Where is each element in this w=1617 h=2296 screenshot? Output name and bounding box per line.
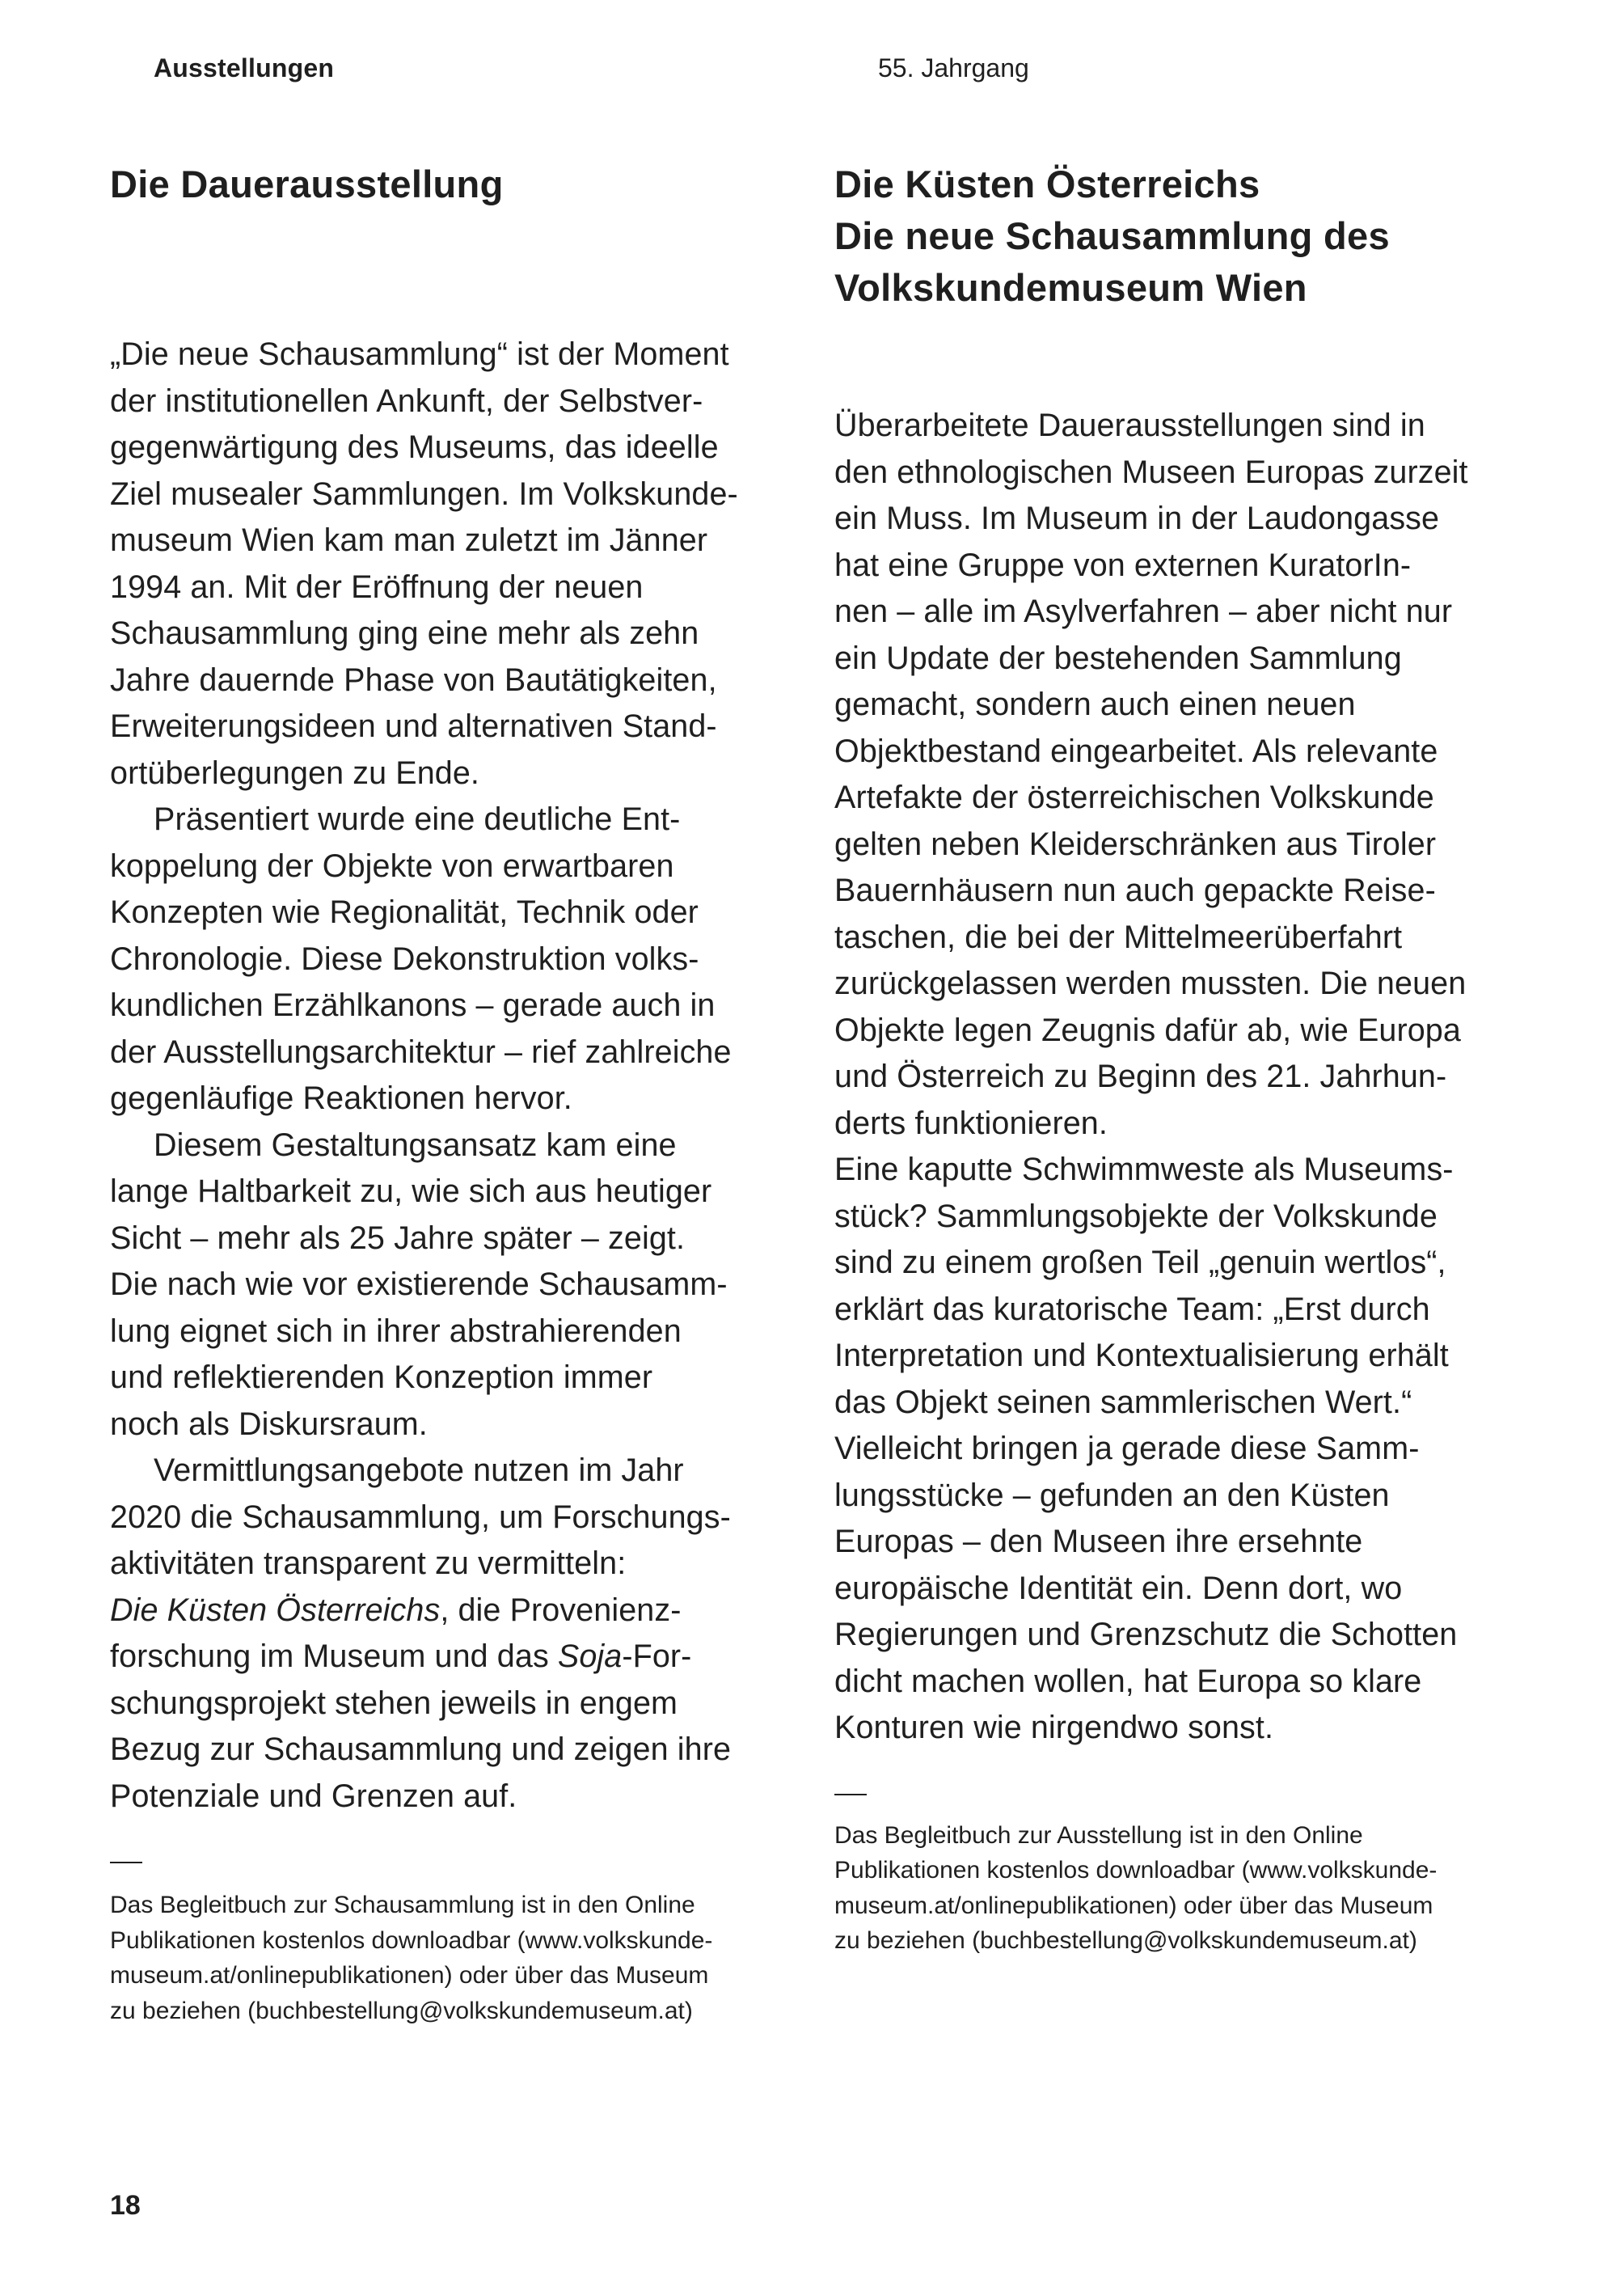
text-fragment: -For-	[622, 1638, 692, 1674]
paragraph-1	[834, 403, 1514, 1147]
text-line: 1994 an. Mit der Eröffnung der neuen	[110, 569, 644, 605]
text-line: Eine kaputte Schwimmweste als Museums-	[834, 1152, 1454, 1187]
text-line: Konzepten wie Regionalität, Technik oder	[110, 894, 699, 930]
text-line: erklärt das kuratorische Team: „Erst durch	[834, 1291, 1430, 1327]
text-line: 2020 die Schausammlung, um Forschungs-	[110, 1499, 731, 1535]
text-line: hat eine Gruppe von externen KuratorIn-	[834, 547, 1412, 583]
text-line: ortüberlegungen zu Ende.	[110, 755, 479, 791]
text-line: den ethnologischen Museen Europas zurzeit	[834, 454, 1468, 490]
text-line: Diesem Gestaltungsansatz kam eine	[154, 1127, 677, 1163]
text-line: Ziel musealer Sammlungen. Im Volkskunde-	[110, 476, 738, 512]
footnote-line: Publikationen kostenlos downloadbar (www.volkskunde-	[834, 1857, 1438, 1884]
exhibition-title-italic: Die Küsten Österreichs	[110, 1592, 441, 1628]
text-line: aktivitäten transparent zu vermitteln:	[110, 1545, 627, 1581]
text-line: das Objekt seinen sammlerischen Wert.“	[834, 1384, 1412, 1420]
text-line: noch als Diskursraum.	[110, 1406, 428, 1442]
text-line: gemacht, sondern auch einen neuen	[834, 687, 1356, 722]
text-line: zurückgelassen werden mussten. Die neuen	[834, 966, 1467, 1001]
article-title: Die Dauerausstellung	[110, 163, 504, 205]
text-line: Jahre dauernde Phase von Bautätigkeiten,	[110, 662, 717, 698]
footnote	[834, 1818, 1514, 1959]
footnote-line: museum.at/onlinepublikationen) oder über das Museum	[110, 1962, 709, 1989]
page-number: 18	[110, 2190, 141, 2221]
footnote-divider	[834, 1794, 867, 1795]
paragraph-3	[110, 1123, 789, 1448]
text-line: Interpretation und Kontextualisierung erhält	[834, 1338, 1449, 1373]
footnote	[110, 1888, 789, 2028]
footnote-line: Das Begleitbuch zur Schausammlung ist in den Online	[110, 1892, 695, 1918]
text-line: schungsprojekt stehen jeweils in engem	[110, 1685, 678, 1721]
text-line: Präsentiert wurde eine deutliche Ent-	[154, 801, 681, 837]
text-line: und Österreich zu Beginn des 21. Jahrhun-	[834, 1059, 1447, 1094]
text-line: Erweiterungsideen und alternativen Stand-	[110, 708, 717, 744]
text-line	[110, 1588, 789, 1634]
text-line: lungsstücke – gefunden an den Küsten	[834, 1477, 1390, 1513]
text-line: Sicht – mehr als 25 Jahre später – zeigt.	[110, 1220, 686, 1256]
running-head-section: Ausstellungen	[154, 53, 335, 82]
text-line: der institutionellen Ankunft, der Selbstver-	[110, 383, 703, 419]
text-line: gegenwärtigung des Museums, das ideelle	[110, 429, 719, 465]
text-line: stück? Sammlungsobjekte der Volkskunde	[834, 1198, 1438, 1234]
text-line: Chronologie. Diese Dekonstruktion volks-	[110, 941, 699, 977]
text-line: Objektbestand eingearbeitet. Als relevante	[834, 733, 1438, 769]
text-line: Konturen wie nirgendwo sonst.	[834, 1710, 1274, 1745]
article-dauerausstellung	[110, 159, 789, 2028]
footnote-line: museum.at/onlinepublikationen) oder über das Museum	[834, 1892, 1433, 1919]
article-title	[834, 159, 1514, 314]
footnote-divider	[110, 1862, 142, 1863]
text-line: Objekte legen Zeugnis dafür ab, wie Europa	[834, 1012, 1461, 1048]
text-line: Bauernhäusern nun auch gepackte Reise-	[834, 873, 1436, 908]
text-line: Vermittlungsangebote nutzen im Jahr	[154, 1452, 684, 1488]
text-line: museum Wien kam man zuletzt im Jänner	[110, 522, 708, 558]
text-line: ein Update der bestehenden Sammlung	[834, 640, 1402, 676]
paragraph-4	[110, 1448, 789, 1820]
text-line: derts funktionieren.	[834, 1105, 1108, 1141]
text-line: Schausammlung ging eine mehr als zehn	[110, 615, 699, 651]
text-fragment: forschung im Museum und das	[110, 1638, 558, 1674]
text-line: Potenziale und Grenzen auf.	[110, 1778, 517, 1814]
text-line: Bezug zur Schausammlung und zeigen ihre	[110, 1732, 732, 1767]
text-line: Europas – den Museen ihre ersehnte	[834, 1524, 1363, 1559]
footnote-line: zu beziehen (buchbestellung@volkskundemuseum.at)	[110, 1997, 693, 2024]
paragraph-2	[834, 1147, 1514, 1752]
title-line: Die neue Schausammlung des	[834, 214, 1390, 257]
text-line: taschen, die bei der Mittelmeerüberfahrt	[834, 919, 1403, 955]
text-line: Artefakte der österreichischen Volkskunde	[834, 780, 1434, 815]
text-line: lange Haltbarkeit zu, wie sich aus heutiger	[110, 1173, 712, 1209]
footnote-line: Das Begleitbuch zur Ausstellung ist in den Online	[834, 1821, 1363, 1849]
text-line: dicht machen wollen, hat Europa so klare	[834, 1663, 1422, 1699]
text-line	[110, 1634, 789, 1681]
text-line: ein Muss. Im Museum in der Laudongasse	[834, 501, 1440, 536]
title-line: Die Küsten Österreichs	[834, 163, 1260, 205]
text-line: Regierungen und Grenzschutz die Schotten	[834, 1617, 1458, 1652]
text-line: und reflektierenden Konzeption immer	[110, 1359, 653, 1395]
text-line: nen – alle im Asylverfahren – aber nicht nur	[834, 594, 1453, 629]
text-line: gelten neben Kleiderschränken aus Tiroler	[834, 826, 1437, 862]
text-line: kundlichen Erzählkanons – gerade auch in	[110, 987, 716, 1023]
title-line: Volkskundemuseum Wien	[834, 266, 1307, 309]
text-line: lung eignet sich in ihrer abstrahierenden	[110, 1313, 682, 1349]
text-line: Vielleicht bringen ja gerade diese Samm-	[834, 1431, 1420, 1466]
text-line: Die nach wie vor existierende Schausamm-	[110, 1266, 728, 1302]
text-line: Überarbeitete Dauerausstellungen sind in	[834, 408, 1425, 443]
paragraph-1	[110, 332, 789, 797]
text-line: der Ausstellungsarchitektur – rief zahlreiche	[110, 1034, 732, 1070]
text-line: gegenläufige Reaktionen hervor.	[110, 1080, 572, 1116]
paragraph-2	[110, 797, 789, 1123]
footnote-line: zu beziehen (buchbestellung@volkskundemuseum.at)	[834, 1927, 1417, 1954]
article-body	[110, 332, 789, 1820]
project-title-italic: Soja	[557, 1638, 623, 1674]
footnote-line: Publikationen kostenlos downloadbar (www.volkskunde-	[110, 1926, 713, 1954]
text-fragment: , die Provenienz-	[440, 1592, 682, 1628]
text-line: koppelung der Objekte von erwartbaren	[110, 848, 674, 884]
article-kuesten-oesterreichs	[834, 159, 1514, 1959]
running-head-volume: 55. Jahrgang	[878, 53, 1029, 82]
text-line: „Die neue Schausammlung“ ist der Moment	[110, 336, 729, 372]
text-line: europäische Identität ein. Denn dort, wo	[834, 1570, 1403, 1606]
article-body	[834, 403, 1514, 1752]
text-line: sind zu einem großen Teil „genuin wertlos“,	[834, 1245, 1446, 1280]
